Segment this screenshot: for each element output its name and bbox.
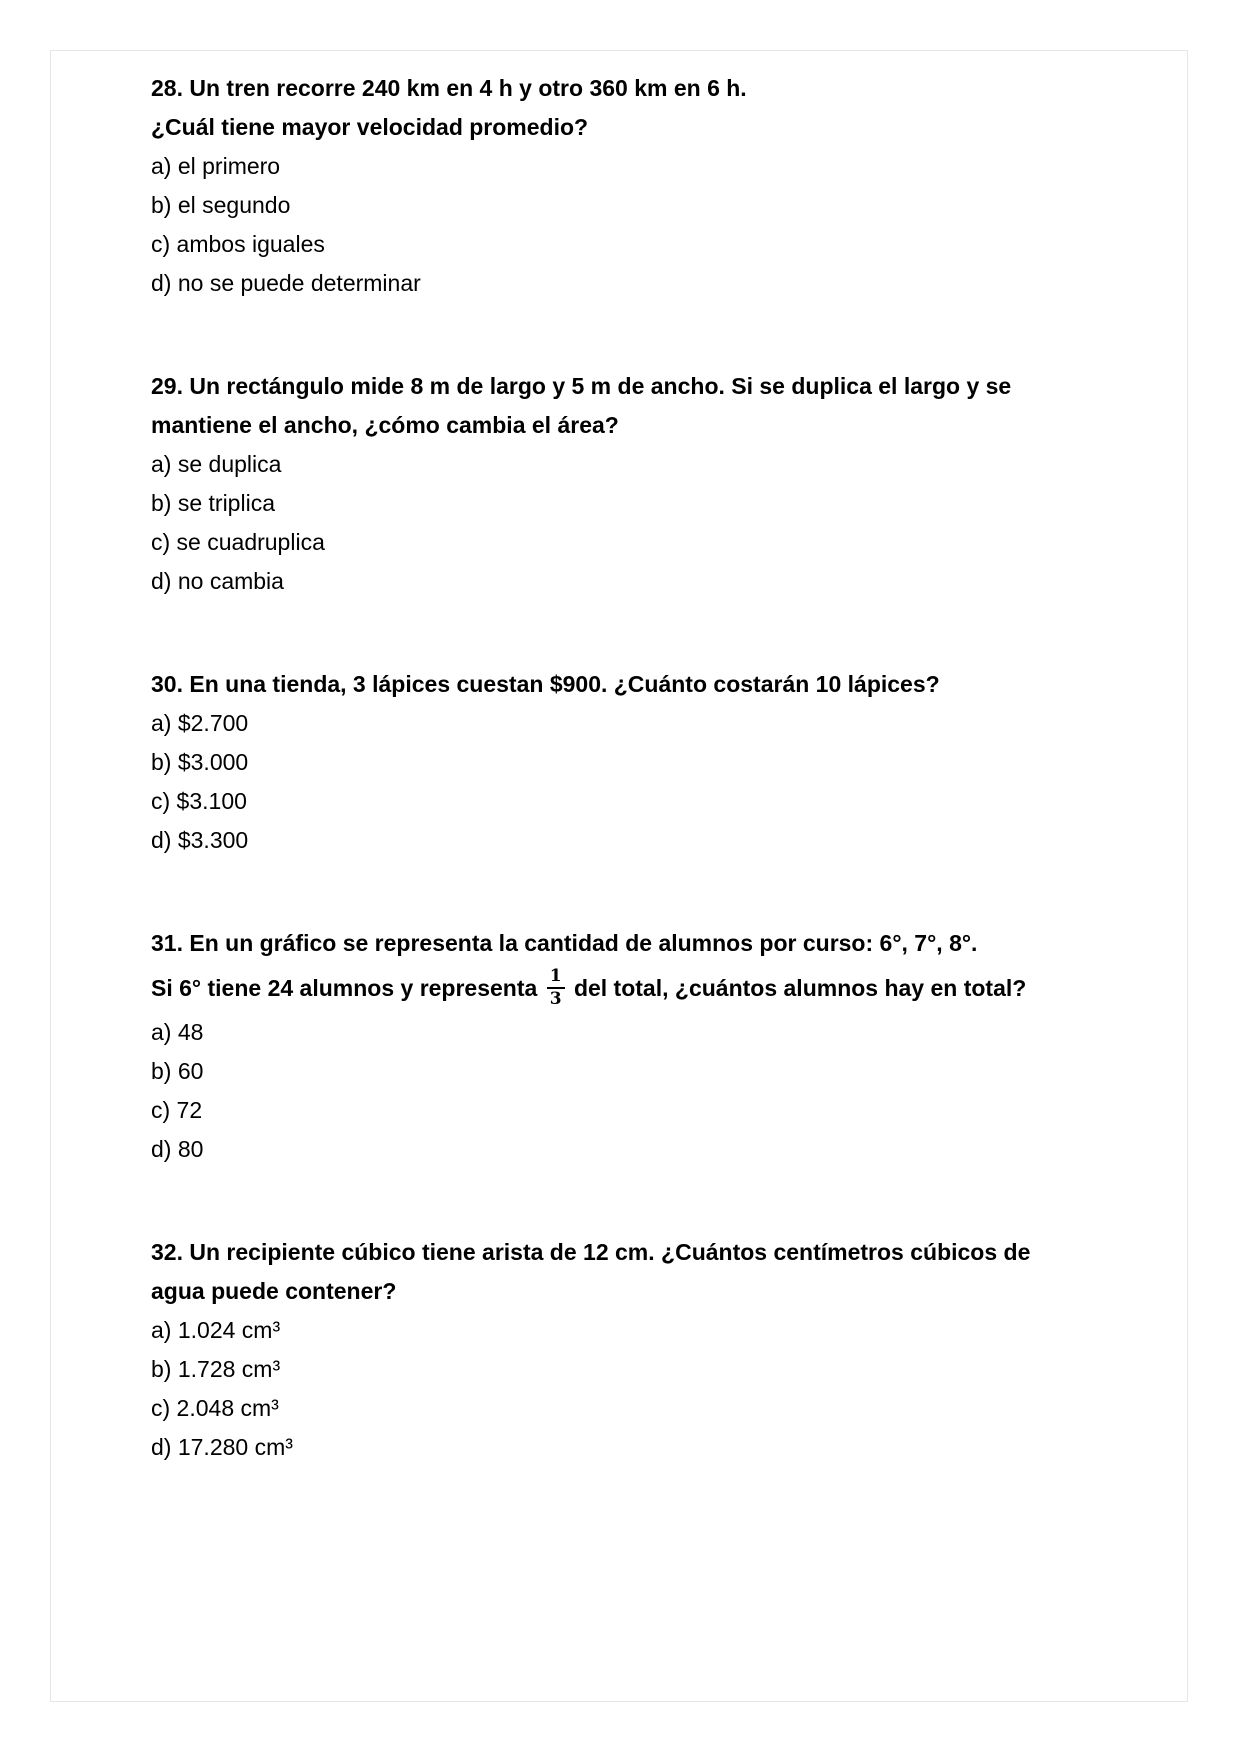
question-32-title-line: [151, 1272, 1157, 1311]
question-30-title-line: [151, 665, 1157, 704]
question-28-title-line: [151, 69, 1157, 108]
question-28-option-d: d) no se puede determinar: [151, 270, 421, 296]
question-30-option-b: b) $3.000: [151, 749, 249, 775]
question-31-option-a: a) 48: [151, 1019, 204, 1045]
question-text-segment: 29. Un rectángulo mide 8 m de largo y 5 m de ancho. Si se duplica el largo y se: [151, 373, 1012, 399]
fraction-denominator: 3: [549, 988, 562, 1009]
question-28-option-c: c) ambos iguales: [151, 231, 325, 257]
question-31: [151, 924, 1157, 1169]
question-32: [151, 1233, 1157, 1467]
question-text-segment: agua puede contener?: [151, 1278, 397, 1304]
question-31-option-d: d) 80: [151, 1136, 204, 1162]
question-text-segment: Si 6° tiene 24 alumnos y representa: [151, 975, 538, 1001]
question-29-option-a: a) se duplica: [151, 451, 282, 477]
question-31-title-line: [151, 963, 1157, 1013]
question-30-option-a: a) $2.700: [151, 710, 249, 736]
question-text-segment: 30. En una tienda, 3 lápices cuestan $900. ¿Cuánto costarán 10 lápices?: [151, 671, 940, 697]
question-32-title-line: [151, 1233, 1157, 1272]
questions-container: [51, 51, 1187, 1467]
question-text-segment: 31. En un gráfico se representa la cantidad de alumnos por curso: 6°, 7°, 8°.: [151, 930, 978, 956]
question-29-option-b: b) se triplica: [151, 490, 275, 516]
question-text-segment: ¿Cuál tiene mayor velocidad promedio?: [151, 114, 589, 140]
question-32-option-c: c) 2.048 cm³: [151, 1395, 279, 1421]
question-29-option-c: c) se cuadruplica: [151, 529, 325, 555]
question-text-segment: del total, ¿cuántos alumnos hay en total?: [573, 975, 1027, 1001]
question-32-option-a: a) 1.024 cm³: [151, 1317, 281, 1343]
question-29-option-d: d) no cambia: [151, 568, 284, 594]
question-32-option-b: b) 1.728 cm³: [151, 1356, 281, 1382]
question-29: [151, 367, 1157, 601]
question-text-segment: 32. Un recipiente cúbico tiene arista de 12 cm. ¿Cuántos centímetros cúbicos de: [151, 1239, 1031, 1265]
question-28: [151, 69, 1157, 303]
question-text-segment: mantiene el ancho, ¿cómo cambia el área?: [151, 412, 619, 438]
question-30: [151, 665, 1157, 860]
question-30-option-c: c) $3.100: [151, 788, 247, 814]
question-29-title-line: [151, 406, 1157, 445]
question-32-option-d: d) 17.280 cm³: [151, 1434, 293, 1460]
question-30-option-d: d) $3.300: [151, 827, 249, 853]
question-28-option-b: b) el segundo: [151, 192, 291, 218]
fraction: [547, 965, 565, 1009]
question-text-segment: 28. Un tren recorre 240 km en 4 h y otro 360 km en 6 h.: [151, 75, 747, 101]
question-31-title-line: [151, 924, 1157, 963]
question-28-option-a: a) el primero: [151, 153, 281, 179]
question-31-option-b: b) 60: [151, 1058, 204, 1084]
question-28-title-line: [151, 108, 1157, 147]
question-29-title-line: [151, 367, 1157, 406]
fraction-numerator: 1: [547, 968, 565, 989]
question-31-option-c: c) 72: [151, 1097, 203, 1123]
document-page: [50, 50, 1188, 1702]
